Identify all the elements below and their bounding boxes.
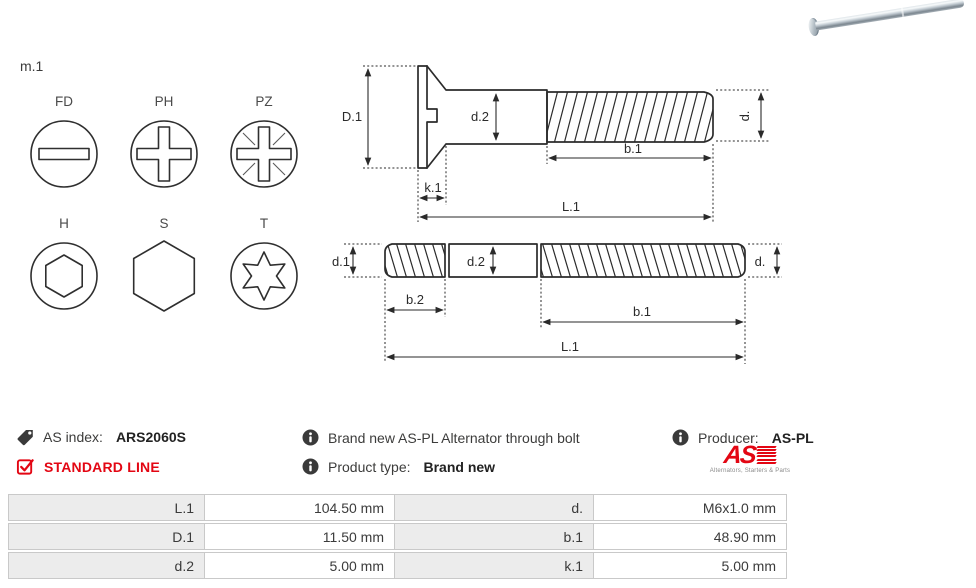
producer-value: AS-PL — [771, 429, 814, 446]
check-square-icon — [16, 457, 35, 476]
spec-value-k1: 5.00 mm — [593, 552, 787, 579]
dim-label-D1: D.1 — [341, 109, 363, 124]
drive-type-label: FD — [55, 94, 73, 109]
dim-label-d: d. — [737, 110, 752, 122]
drive-type-label: H — [59, 216, 69, 231]
drive-type-ph — [114, 94, 214, 216]
drive-type-label: PH — [154, 94, 174, 109]
drive-type-label: T — [259, 216, 269, 231]
spec-value-D1: 11.50 mm — [204, 523, 395, 550]
dim-label-d1: d.1 — [331, 254, 351, 269]
as-index-value: ARS2060S — [115, 429, 186, 445]
dim-label-b1-bottom: b.1 — [632, 304, 652, 319]
drawing-stud — [332, 242, 782, 364]
dim-label-d2: d.2 — [466, 254, 486, 269]
spec-value-b1: 48.90 mm — [593, 523, 787, 550]
drive-type-t — [214, 216, 314, 338]
as-pl-logo-text: AS — [722, 441, 757, 469]
product-photo-bolt — [806, 2, 974, 48]
product-description: Brand new AS-PL Alternator through bolt — [328, 429, 580, 446]
as-pl-logo-stripes — [757, 446, 776, 465]
dim-label-L1: L.1 — [561, 199, 581, 214]
dim-label-b2: b.2 — [405, 292, 425, 307]
spec-table — [8, 494, 787, 579]
as-index-row — [16, 428, 186, 446]
spec-label-d2: d.2 — [8, 552, 205, 579]
drawing-countersunk-bolt — [342, 66, 770, 222]
standard-line-row — [16, 457, 160, 476]
dim-label-d: d. — [754, 254, 766, 269]
standard-line-label: STANDARD LINE — [44, 458, 160, 475]
product-type-value: Brand new — [423, 458, 496, 475]
bolt-shaft — [815, 0, 965, 31]
drive-type-grid — [14, 94, 314, 338]
flat-drive-icon — [26, 116, 102, 192]
torx-drive-icon — [226, 238, 302, 314]
spec-value-d: M6x1.0 mm — [593, 494, 787, 521]
tag-icon — [16, 428, 34, 446]
spec-label-b1: b.1 — [394, 523, 594, 550]
figure-label: m.1 — [20, 58, 44, 74]
as-pl-logo-tagline: Alternators, Starters & Parts — [709, 468, 791, 474]
drive-type-s — [114, 216, 214, 338]
drive-type-h — [14, 216, 114, 338]
drive-type-label: PZ — [255, 94, 273, 109]
spec-label-L1: L.1 — [8, 494, 205, 521]
description-row — [302, 429, 580, 446]
dim-label-b1: b.1 — [623, 141, 643, 156]
hex-socket-icon — [26, 238, 102, 314]
producer-label: Producer: — [698, 429, 759, 446]
info-icon — [302, 458, 319, 475]
as-pl-logo — [702, 441, 798, 474]
technical-drawings — [330, 50, 790, 385]
spec-value-L1: 104.50 mm — [204, 494, 395, 521]
dim-label-k1: k.1 — [424, 180, 442, 195]
pozidriv-drive-icon — [226, 116, 302, 192]
spec-label-D1: D.1 — [8, 523, 205, 550]
spec-label-d: d. — [394, 494, 594, 521]
hex-head-icon — [126, 238, 202, 314]
dim-label-d2: d.2 — [470, 109, 490, 124]
spec-label-k1: k.1 — [394, 552, 594, 579]
drive-type-label: S — [159, 216, 169, 231]
spec-value-d2: 5.00 mm — [204, 552, 395, 579]
product-type-label: Product type: — [328, 458, 411, 475]
info-icon — [672, 429, 689, 446]
drive-type-fd — [14, 94, 114, 216]
product-type-row — [302, 458, 495, 475]
phillips-drive-icon — [126, 116, 202, 192]
info-icon — [302, 429, 319, 446]
dim-label-L1-bottom: L.1 — [560, 339, 580, 354]
as-index-label: AS index: — [43, 429, 103, 445]
drive-type-pz — [214, 94, 314, 216]
